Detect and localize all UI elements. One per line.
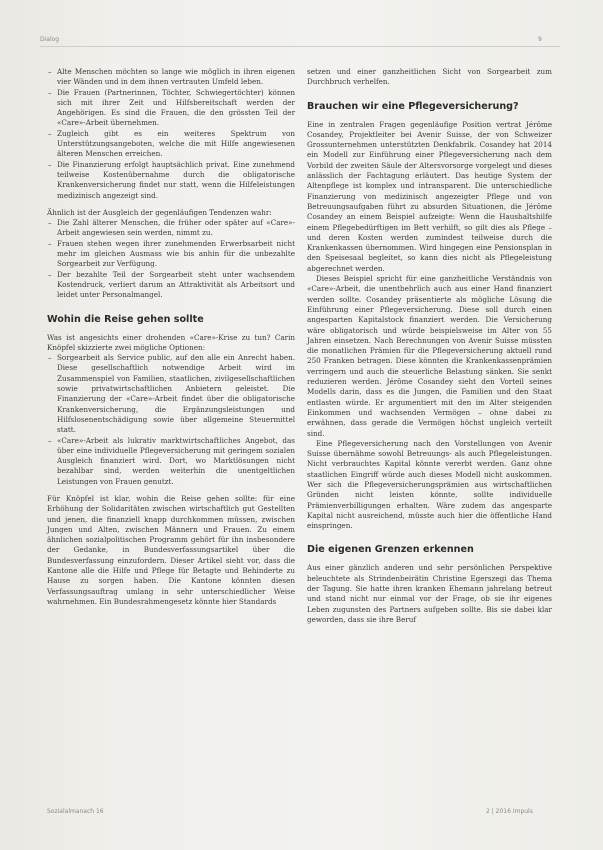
bullet-icon: – [48, 269, 52, 279]
bullet-list-tendencies [47, 218, 295, 300]
left-column [47, 67, 295, 607]
paragraph: Was ist angesichts einer drohenden «Care»-Krise zu tun? Carin Knöpfel skizzierte zwei mögliche Optionen: [47, 332, 295, 352]
bullet-icon: – [48, 238, 52, 248]
list-item: – Die Frauen (Partnerinnen, Töchter, Schwiegertöchter) können sich mit ihrer Zeit und Hilfsbereitschaft werden der Angehörigen. Es sind die Frauen, die den grössten Teil der «Care»-Arbeit übernehmen. [48, 87, 295, 128]
paragraph: Aus einer gänzlich anderen und sehr persönlichen Perspektive beleuchtete als Strindenbeirätin Christine Egerszegi das Thema der Tagung. Sie hatte ihren kranken Ehemann jahrelang betreut und stand nicht nur einmal vor der Frage, ob sie ihr eigenes Leben zugunsten des Partners aufgeben sollte. Bis sie dabei klar geworden, dass sie ihre Beruf [307, 563, 552, 624]
paragraph: setzen und einer ganzheitlichen Sicht von Sorgearbeit zum Durchbruch verhelfen. [307, 67, 552, 87]
bullet-icon: – [48, 159, 52, 169]
footer-issue: 2 | 2016 Impuls [486, 808, 533, 815]
paragraph: Ähnlich ist der Ausgleich der gegenläufigen Tendenzen wahr: [47, 207, 272, 217]
paragraph: Eine Pflegeversicherung nach den Vorstellungen von Avenir Suisse übernähme sowohl Betreuungs- als auch Pflegeleistungen. Nicht verbrauchtes Kapital könnte vererbt werden. Ganz ohne staatlichen Eingriff würde auch dieses Modell nicht auskommen. Wer sich die Pflegeversicherungsprämien aus wirtschaftlichen Gründen nicht leisten könnte, sollte individuelle Prämienverbilligungen erhalten. Wäre zudem das angesparte Kapital nicht ausreichend, müsste auch hier die öffentliche Hand einspringen. [307, 438, 552, 531]
section-heading: Wohin die Reise gehen sollte [47, 313, 204, 325]
header-rule [40, 46, 560, 47]
bullet-icon: – [48, 67, 52, 76]
list-item: – Alte Menschen möchten so lange wie möglich in ihren eigenen vier Wänden und in dem ihnen vertrauten Umfeld leben. [48, 67, 295, 87]
bullet-icon: – [48, 87, 52, 97]
list-item: – Frauen stehen wegen ihrer zunehmenden Erwerbsarbeit nicht mehr im gleichen Ausmass wie bis anhin für die unbezahlte Sorgearbeit zur Verfügung. [48, 238, 295, 269]
section-heading: Brauchen wir eine Pflegeversicherung? [307, 100, 519, 112]
running-header-section: Dialog [40, 36, 60, 43]
section-heading: Die eigenen Grenzen erkennen [307, 544, 474, 556]
list-item: – Sorgearbeit als Service public, auf den alle ein Anrecht haben. Diese gesellschaftlich notwendige Arbeit wird im Zusammenspiel von Familien, staatlichen, zivilgesellschaftlichen sowie privatwirtschaftlichen Anbietern geleistet. Die Finanzierung der «Care»-Arbeit findet über die obligatorische Krankenversicherung, die Ergänzungsleistungen und Hilfslosenentschädigung sowie über allgemeine Steuermittel statt. [48, 353, 295, 435]
bullet-icon: – [48, 435, 52, 445]
bullet-list-options [47, 353, 295, 487]
page-number: 9 [538, 36, 542, 43]
list-item: – «Care»-Arbeit als lukrativ marktwirtschaftliches Angebot, das über eine individuelle Pflegeversicherung mit geringem sozialen Ausgleich finanziert wird. Dort, wo Marktlösungen nicht bezahlbar sind, werden weiterhin die unentgeltlichen Leistungen von Frauen genutzt. [48, 435, 295, 486]
paragraph: Eine in zentralen Fragen gegenläufige Position vertrat Jérôme Cosandey, Projektleiter bei Avenir Suisse, der von Schweizer Grossunternehmen unterstützten Denkfabrik. Cosandey hat 2014 ein Modell zur Einführung einer Pflegeversicherung nach dem Vorbild der zweiten Säule der Altersvorsorge vorgelegt und dieses anlässlich der Fachtagung erläutert. Das heutige System der Altenpflege ist komplex und intransparent. Die unterschiedliche Finanzierung von medizinisch angezeigter Pflege und von Betreuungsaufgaben führt zu absurden Situationen, die Jérôme Cosandey an einem Beispiel aufzeigte: Wenn die Haushaltshilfe einem Pflegebedürftigen im Bett verhilft, so gilt dies als Pflege – und deren Kosten werden zumindest teilweise durch die Krankenkassen übernommen. Wird hingegen eine Pensionsplan in den Speisesaal begleitet, so kann dies nicht als Pflegeleistung abgerechnet werden. [307, 119, 552, 273]
right-column [307, 67, 552, 625]
list-item: – Die Finanzierung erfolgt hauptsächlich privat. Eine zunehmend teilweise Kostenübernahme durch die obligatorische Krankenversicherung findet nur statt, wenn die Hilfeleistungen medizinisch angezeigt sind. [48, 159, 295, 200]
paragraph: Dieses Beispiel spricht für eine ganzheitliche Verständnis von «Care»-Arbeit, die unentbehrlich auch aus einer Hand finanziert werden sollte. Cosandey präsentierte als mögliche Lösung die Einführung einer Pflegeversicherung. Diese soll durch einen angesparten Kapitalstock finanziert werden. Die Versicherung wäre obligatorisch und würde beispielsweise im Alter von 55 Jahren einsetzen. Nach Berechnungen von Avenir Suisse müssten die monatlichen Prämien für die Pflegeversicherung aktuell rund 250 Franken betragen. Diese könnten die Krankenkassenprämien verringern und auch die steuerliche Belastung sänken. Sie senkt reduzieren werden. Jérôme Cosandey sieht den Vorteil seines Modells darin, dass es die Jungen, die Familien und den Staat entlasten würde. Er argumentiert mit den im Alter steigenden Einkommen und wachsenden Vermögen – ohne dabei zu erwähnen, dass gerade die Vermögen höchst ungleich verteilt sind. [307, 274, 552, 438]
paragraph: Für Knöpfel ist klar, wohin die Reise gehen sollte: für eine Erhöhung der Solidaritäten zwischen wirtschaftlich gut Gestellten und jenen, die finanziell knapp durchkommen müssen, zwischen Jungen und Alten, zwischen Männern und Frauen. Zu einem ähnlichen sozialpolitischen Programm gehört für ihn insbesondere der Gedanke, in Bundesverfassungsartikel über die Bundesverfassung einzufordern. Dieser Artikel sieht vor, dass die Kantone alle die Hilfe und Pflege für Betagte und Behinderte zu Hause zu sorgen haben. Die Kantone könnten diesen Verfassungsauftrag umlang in sehr unterschiedlicher Weise wahrnehmen. Ein Bundesrahmengesetz könnte hier Standards [47, 493, 295, 606]
list-item: – Der bezahlte Teil der Sorgearbeit steht unter wachsendem Kostendruck, verliert darum an Attraktivität als Arbeitsort und leidet unter Personalmangel. [48, 269, 295, 300]
bullet-icon: – [48, 353, 52, 363]
list-item: – Zugleich gibt es ein weiteres Spektrum von Unterstützungsangeboten, welche die mit Hilfe angewiesenen älteren Menschen erreichen. [48, 128, 295, 159]
bullet-icon: – [48, 218, 52, 228]
bullet-list-situation [47, 67, 295, 201]
footer-publication: Sozialalmanach 16 [47, 808, 104, 815]
bullet-icon: – [48, 128, 52, 138]
list-item: – Die Zahl älterer Menschen, die früher oder später auf «Care»-Arbeit angewiesen sein werden, nimmt zu. [48, 218, 295, 238]
